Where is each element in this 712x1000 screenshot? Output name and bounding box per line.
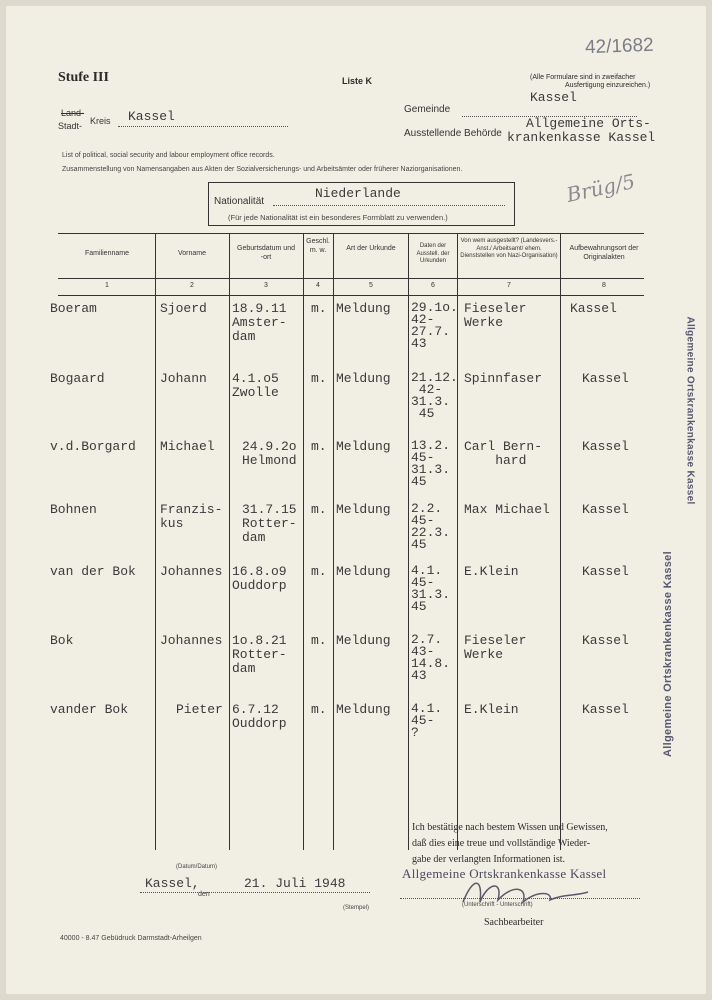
- cell-art: Meldung: [336, 371, 391, 386]
- cell-art: Meldung: [336, 633, 391, 648]
- cell-name: vander Bok: [50, 702, 129, 717]
- behoerde-value-line1: Allgemeine Orts-: [526, 116, 651, 131]
- cell-name: Bohnen: [50, 502, 97, 517]
- column-divider-2: [229, 233, 230, 850]
- column-number-2: 2: [190, 282, 194, 289]
- cell-vorname: Franzis- kus: [160, 502, 223, 531]
- cell-von: Fieseler Werke: [464, 301, 527, 330]
- margin-note: Brüg/5: [564, 169, 638, 207]
- cell-name: v.d.Borgard: [50, 439, 136, 454]
- cell-von: E.Klein: [464, 564, 519, 579]
- cell-art: Meldung: [336, 702, 391, 717]
- cell-name: van der Bok: [50, 564, 136, 579]
- date-value: 21. Juli 1948: [244, 876, 346, 891]
- cell-ort: Kassel: [570, 301, 617, 316]
- column-header-5: Art der Urkunde: [346, 245, 396, 252]
- cell-vorname: Johannes: [160, 633, 223, 648]
- cell-ort: Kassel: [582, 564, 629, 579]
- nationality-label: Nationalität: [214, 196, 265, 207]
- column-header-3: Geburtsdatum und -ort: [237, 245, 295, 261]
- office-stamp: Allgemeine Ortskrankenkasse Kassel: [402, 866, 607, 881]
- nationality-note: (Für jede Nationalität ist ein besonderes Formblatt zu verwenden.): [228, 213, 448, 222]
- column-header-6: Daten der Ausstell. der Urkunden: [416, 243, 450, 264]
- form-note-line2: Ausfertigung einzureichen.): [565, 82, 651, 89]
- land-label: Land-: [61, 108, 85, 118]
- cell-name: Bok: [50, 633, 74, 648]
- cell-daten: 4.1. 45- 31.3. 45: [411, 563, 451, 614]
- column-divider-3: [303, 233, 304, 850]
- cell-ort: Kassel: [582, 502, 629, 517]
- kreis-label: Kreis: [90, 116, 111, 126]
- column-header-8: Aufbewahrungsort der Originalakten: [569, 245, 639, 261]
- column-number-8: 8: [602, 282, 606, 289]
- printer-line: 40000 - 8.47 Gebüdruck Darmstadt-Arheilgen: [60, 935, 202, 942]
- cell-daten: 2.7. 43- 14.8. 43: [411, 632, 451, 683]
- cell-ort: Kassel: [582, 633, 629, 648]
- cell-von: Fieseler Werke: [464, 633, 527, 662]
- cell-geb: 1o.8.21 Rotter- dam: [232, 633, 287, 676]
- kreis-value: Kassel: [128, 109, 175, 124]
- archive-number: 42/1682: [584, 34, 655, 59]
- column-header-4: Geschl. m. w.: [306, 238, 330, 254]
- cell-geschl: m.: [311, 439, 327, 454]
- column-number-6: 6: [431, 282, 435, 289]
- cell-art: Meldung: [336, 502, 391, 517]
- cell-daten: 2.2. 45- 22.3. 45: [411, 501, 451, 552]
- place-value: Kassel,: [145, 876, 200, 891]
- cell-vorname: Sjoerd: [160, 301, 207, 316]
- den-label: den: [198, 891, 210, 898]
- cell-geb: 6.7.12 Ouddorp: [232, 702, 287, 731]
- column-header-1: Familienname: [85, 250, 129, 257]
- cell-geschl: m.: [311, 502, 327, 517]
- intro-german: Zusammenstellung von Namensangaben aus Akten der Sozialversicherungs- und Arbeitsämter oder früherer Naziorganisationen.: [62, 166, 463, 173]
- cell-von: Max Michael: [464, 502, 550, 517]
- column-divider-5: [408, 233, 409, 850]
- confirmation-line-2: daß dies eine treue und vollständige Wieder-: [412, 838, 591, 849]
- stufe-title: Stufe III: [58, 70, 109, 85]
- intro-english: List of political, social security and labour employment office records.: [62, 152, 275, 159]
- column-header-7: Von wem ausgestellt? (Landesvers.-Anst./ Arbeitsamt/ ehem. Dienststellen von Nazi-Organisation): [460, 238, 558, 259]
- date-label: (Datum/Datum): [176, 864, 218, 870]
- cell-daten: 13.2. 45- 31.3. 45: [411, 438, 451, 489]
- cell-name: Bogaard: [50, 371, 105, 386]
- cell-geb: 4.1.o5 Zwolle: [232, 371, 279, 400]
- cell-geschl: m.: [311, 702, 327, 717]
- cell-art: Meldung: [336, 301, 391, 316]
- cell-geb: 16.8.o9 Ouddorp: [232, 564, 287, 593]
- column-divider-4: [333, 233, 334, 850]
- column-header-2: Vorname: [177, 250, 207, 257]
- cell-ort: Kassel: [582, 439, 629, 454]
- cell-von: Carl Bern- hard: [464, 439, 543, 468]
- cell-geb: 31.7.15 Rotter- dam: [242, 502, 297, 545]
- cell-geschl: m.: [311, 371, 327, 386]
- stadt-label: Stadt-: [58, 121, 83, 131]
- confirmation-line-3: gabe der verlangten Informationen ist.: [412, 854, 565, 865]
- behoerde-label: Ausstellende Behörde: [404, 128, 502, 139]
- column-number-7: 7: [507, 282, 511, 289]
- column-number-3: 3: [264, 282, 268, 289]
- cell-daten: 29.1o. 42- 27.7. 43: [411, 300, 458, 351]
- cell-von: E.Klein: [464, 702, 519, 717]
- cell-geschl: m.: [311, 633, 327, 648]
- signature-label: (Unterschrift - Unterschrift): [462, 902, 533, 908]
- cell-daten: 4.1. 45- ?: [411, 701, 443, 740]
- gemeinde-label: Gemeinde: [404, 104, 451, 115]
- form-note-line1: (Alle Formulare sind in zweifacher: [530, 74, 636, 81]
- side-stamp-lower: Allgemeine Ortskrankenkasse Kassel: [662, 551, 674, 757]
- behoerde-value-line2: krankenkasse Kassel: [507, 130, 656, 145]
- gemeinde-value: Kassel: [530, 90, 577, 105]
- column-divider-1: [155, 233, 156, 850]
- cell-art: Meldung: [336, 439, 391, 454]
- cell-daten: 21.12. 42- 31.3. 45: [411, 370, 458, 421]
- nationality-value: Niederlande: [315, 186, 401, 201]
- date-line: [140, 892, 370, 893]
- cell-von: Spinnfaser: [464, 371, 543, 386]
- column-number-4: 4: [316, 282, 320, 289]
- side-stamp-upper: Allgemeine Ortskrankenkasse Kassel: [684, 316, 696, 505]
- liste-title: Liste K: [342, 76, 373, 86]
- cell-vorname: Pieter: [176, 702, 223, 717]
- cell-vorname: Michael: [160, 439, 215, 454]
- stamp-label: (Stempel): [343, 905, 370, 911]
- nationality-line: [273, 205, 505, 206]
- column-number-5: 5: [369, 282, 373, 289]
- cell-vorname: Johannes: [160, 564, 223, 579]
- cell-art: Meldung: [336, 564, 391, 579]
- column-divider-7: [560, 233, 561, 850]
- signature-line: [400, 898, 640, 899]
- cell-name: Boeram: [50, 301, 97, 316]
- cell-ort: Kassel: [582, 371, 629, 386]
- cell-geschl: m.: [311, 301, 327, 316]
- table-number-line: [58, 295, 644, 296]
- sachbearbeiter-label: Sachbearbeiter: [484, 917, 544, 928]
- cell-geb: 18.9.11 Amster- dam: [232, 301, 287, 344]
- cell-vorname: Johann: [160, 371, 207, 386]
- kreis-line: [118, 126, 288, 127]
- table-header-line: [58, 278, 644, 279]
- column-number-1: 1: [105, 282, 109, 289]
- confirmation-line-1: Ich bestätige nach bestem Wissen und Gewissen,: [412, 822, 608, 833]
- cell-ort: Kassel: [582, 702, 629, 717]
- cell-geschl: m.: [311, 564, 327, 579]
- cell-geb: 24.9.2o Helmond: [242, 439, 297, 468]
- table-top-line: [58, 233, 644, 234]
